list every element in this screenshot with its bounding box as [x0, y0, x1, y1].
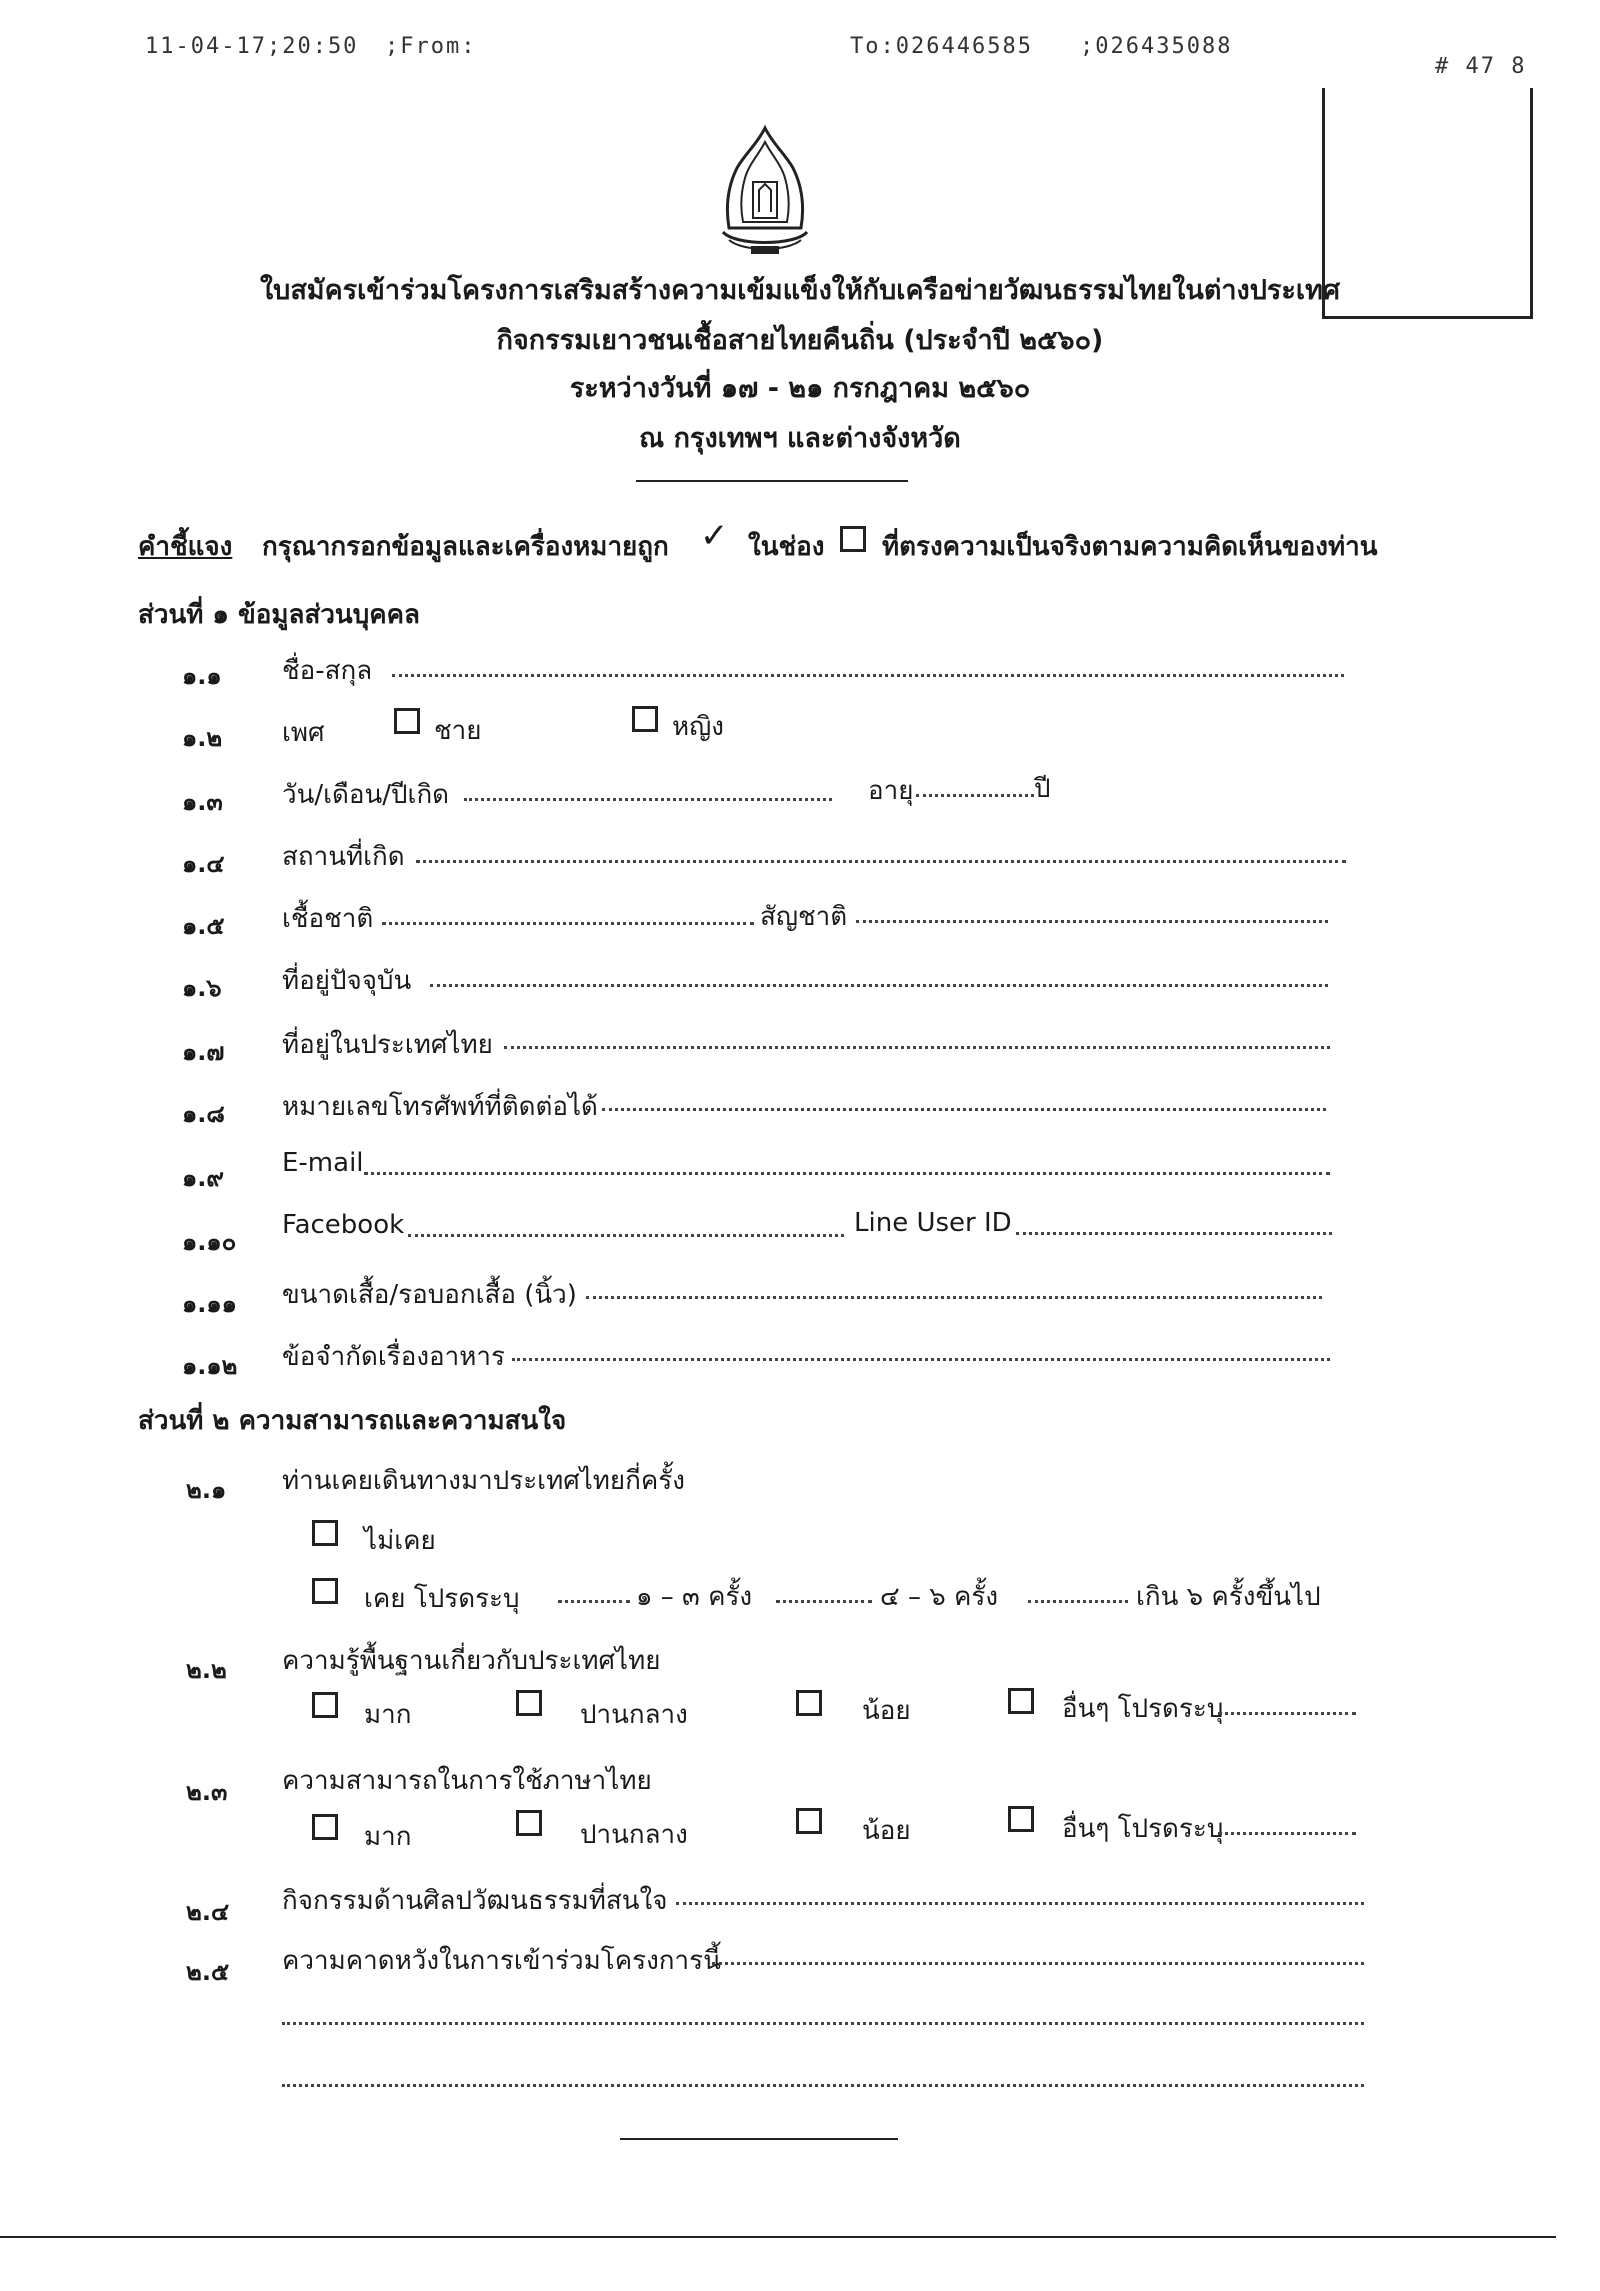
expectation-field-1[interactable]: [712, 1962, 1364, 1965]
language-medium-label: ปานกลาง: [580, 1820, 688, 1850]
gender-label: เพศ: [282, 718, 325, 748]
part2-heading: ส่วนที่ ๒ ความสามารถและความสนใจ: [138, 1406, 567, 1436]
thai-address-label: ที่อยู่ในประเทศไทย: [282, 1030, 493, 1060]
gender-male-label: ชาย: [434, 716, 482, 746]
name-label: ชื่อ-สกุล: [282, 656, 373, 686]
phone-label: หมายเลขโทรศัพท์ที่ติดต่อได้: [282, 1092, 598, 1122]
item-number: ๒.๕: [186, 1958, 230, 1986]
language-low-checkbox[interactable]: [796, 1808, 822, 1834]
range1-field[interactable]: [558, 1600, 630, 1603]
knowledge-other-field[interactable]: [1218, 1712, 1356, 1715]
nationality-label: สัญชาติ: [760, 902, 848, 932]
language-high-checkbox[interactable]: [312, 1814, 338, 1840]
fax-datetime: 11-04-17;20:50: [145, 34, 359, 59]
current-address-field[interactable]: [430, 984, 1328, 987]
item-number: ๑.๑๑: [182, 1290, 237, 1318]
ethnicity-label: เชื้อชาติ: [282, 904, 374, 934]
form-subtitle: กิจกรรมเยาวชนเชื้อสายไทยคืนถิ่น (ประจำปี ๒๕๖๐): [496, 325, 1104, 356]
knowledge-high-label: มาก: [364, 1700, 412, 1730]
fax-from: ;From:: [385, 34, 477, 59]
language-other-label: อื่นๆ โปรดระบุ: [1062, 1814, 1224, 1844]
knowledge-low-checkbox[interactable]: [796, 1690, 822, 1716]
expectation-field-2[interactable]: [282, 2022, 1364, 2025]
phone-field[interactable]: [602, 1108, 1326, 1111]
item-number: ๑.๑๐: [182, 1228, 237, 1256]
fax-to: To:026446585: [850, 34, 1033, 59]
shirt-size-field[interactable]: [586, 1296, 1322, 1299]
instruction-text-2: ในช่อง: [748, 532, 825, 562]
line-id-label: Line User ID: [854, 1208, 1012, 1238]
age-field[interactable]: [916, 794, 1034, 797]
checkbox-icon: [840, 526, 866, 552]
name-field[interactable]: [392, 674, 1344, 677]
knowledge-other-label: อื่นๆ โปรดระบุ: [1062, 1694, 1224, 1724]
item-number: ๒.๔: [186, 1898, 230, 1926]
section-divider: [620, 2138, 898, 2140]
visit-count-question: ท่านเคยเดินทางมาประเทศไทยกี่ครั้ง: [282, 1466, 685, 1496]
gender-female-checkbox[interactable]: [632, 706, 658, 732]
range1-label: ๑ – ๓ ครั้ง: [636, 1582, 753, 1612]
thai-language-question: ความสามารถในการใช้ภาษาไทย: [282, 1766, 652, 1796]
knowledge-other-checkbox[interactable]: [1008, 1688, 1034, 1714]
knowledge-medium-label: ปานกลาง: [580, 1700, 688, 1730]
age-unit: ปี: [1034, 774, 1051, 804]
item-number: ๑.๒: [182, 724, 223, 752]
instruction-text-3: ที่ตรงความเป็นจริงตามความคิดเห็นของท่าน: [882, 532, 1378, 562]
checkmark-icon: ✓: [700, 516, 729, 556]
language-high-label: มาก: [364, 1822, 412, 1852]
item-number: ๑.๓: [182, 788, 223, 816]
current-address-label: ที่อยู่ปัจจุบัน: [282, 966, 412, 996]
birthplace-label: สถานที่เกิด: [282, 842, 405, 872]
form-dates: ระหว่างวันที่ ๑๗ - ๒๑ กรกฎาคม ๒๕๖๐: [569, 373, 1031, 404]
range3-field[interactable]: [1028, 1600, 1128, 1603]
culture-interest-field[interactable]: [676, 1902, 1364, 1905]
thai-address-field[interactable]: [504, 1046, 1330, 1049]
birthplace-field[interactable]: [416, 860, 1346, 863]
item-number: ๑.๖: [182, 974, 222, 1002]
item-number: ๑.๘: [182, 1100, 225, 1128]
language-other-checkbox[interactable]: [1008, 1806, 1034, 1832]
range2-field[interactable]: [776, 1600, 872, 1603]
fax-page: # 47 8: [1435, 54, 1527, 79]
food-restriction-label: ข้อจำกัดเรื่องอาหาร: [282, 1342, 505, 1372]
line-id-field[interactable]: [1016, 1232, 1332, 1235]
age-label: อายุ: [868, 776, 914, 806]
item-number: ๒.๓: [186, 1778, 228, 1806]
facebook-field[interactable]: [408, 1234, 844, 1237]
ethnicity-field[interactable]: [382, 922, 754, 925]
page-bottom-rule: [0, 2236, 1556, 2238]
language-other-field[interactable]: [1218, 1832, 1356, 1835]
gender-female-label: หญิง: [672, 712, 724, 742]
item-number: ๑.๑๒: [182, 1352, 238, 1380]
birthdate-field[interactable]: [464, 798, 832, 801]
visited-checkbox[interactable]: [312, 1578, 338, 1604]
shirt-size-label: ขนาดเสื้อ/รอบอกเสื้อ (นิ้ว): [282, 1280, 577, 1310]
fax-number: ;026435088: [1080, 34, 1233, 59]
knowledge-medium-checkbox[interactable]: [516, 1690, 542, 1716]
item-number: ๑.๙: [182, 1164, 224, 1192]
thai-knowledge-question: ความรู้พื้นฐานเกี่ยวกับประเทศไทย: [282, 1646, 661, 1676]
item-number: ๒.๒: [186, 1656, 227, 1684]
item-number: ๒.๑: [186, 1476, 227, 1504]
form-location: ณ กรุงเทพฯ และต่างจังหวัด: [639, 423, 961, 454]
title-divider: [636, 480, 908, 482]
language-low-label: น้อย: [862, 1816, 911, 1846]
never-visited-label: ไม่เคย: [364, 1526, 436, 1556]
birthdate-label: วัน/เดือน/ปีเกิด: [282, 780, 450, 810]
range2-label: ๔ – ๖ ครั้ง: [880, 1582, 999, 1612]
never-visited-checkbox[interactable]: [312, 1520, 338, 1546]
language-medium-checkbox[interactable]: [516, 1810, 542, 1836]
culture-interest-question: กิจกรรมด้านศิลปวัฒนธรรมที่สนใจ: [282, 1886, 668, 1916]
food-restriction-field[interactable]: [512, 1358, 1330, 1361]
gender-male-checkbox[interactable]: [394, 708, 420, 734]
part1-heading: ส่วนที่ ๑ ข้อมูลส่วนบุคคล: [138, 600, 420, 630]
facebook-label: Facebook: [282, 1210, 405, 1240]
ministry-of-culture-emblem-icon: [715, 124, 815, 264]
knowledge-low-label: น้อย: [862, 1696, 911, 1726]
expectation-question: ความคาดหวังในการเข้าร่วมโครงการนี้: [282, 1946, 721, 1976]
expectation-field-3[interactable]: [282, 2084, 1364, 2087]
item-number: ๑.๕: [182, 912, 225, 940]
instruction-label: คำชี้แจง: [138, 532, 233, 562]
form-title: ใบสมัครเข้าร่วมโครงการเสริมสร้างความเข้มแข็งให้กับเครือข่ายวัฒนธรรมไทยในต่างประเทศ: [260, 275, 1340, 306]
visited-label: เคย โปรดระบุ: [364, 1584, 520, 1614]
item-number: ๑.๑: [182, 662, 222, 690]
knowledge-high-checkbox[interactable]: [312, 1692, 338, 1718]
email-field[interactable]: [364, 1172, 1330, 1175]
email-label: E-mail: [282, 1148, 364, 1178]
nationality-field[interactable]: [856, 920, 1328, 923]
item-number: ๑.๗: [182, 1038, 225, 1066]
instruction-text-1: กรุณากรอกข้อมูลและเครื่องหมายถูก: [262, 532, 669, 562]
range3-label: เกิน ๖ ครั้งขึ้นไป: [1136, 1582, 1321, 1612]
item-number: ๑.๔: [182, 850, 225, 878]
